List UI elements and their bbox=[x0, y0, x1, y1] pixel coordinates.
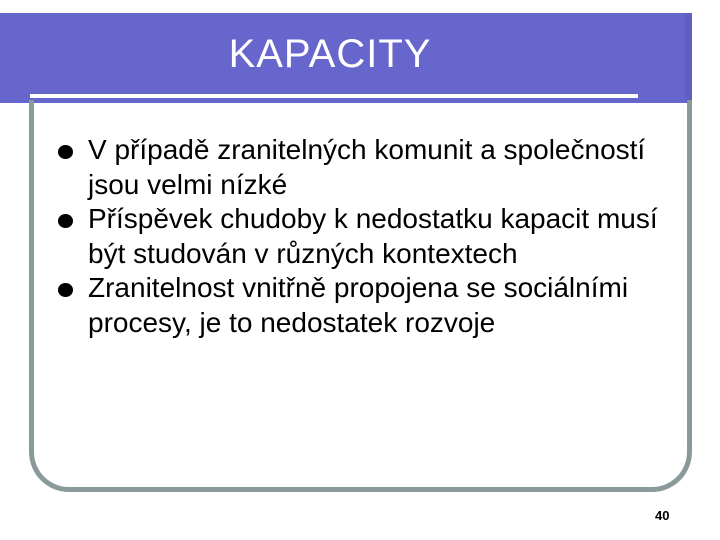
bullet-icon bbox=[58, 283, 73, 297]
bullet-item bbox=[58, 202, 668, 271]
bullet-icon bbox=[58, 145, 73, 159]
slide-title: KAPACITY bbox=[228, 32, 432, 76]
bullet-item bbox=[58, 133, 668, 202]
bullet-text: V případě zranitelných komunit a společností jsou velmi nízké bbox=[88, 134, 646, 200]
bullet-icon bbox=[58, 214, 73, 228]
bullet-text: Zranitelnost vnitřně propojena se sociálními procesy, je to nedostatek rozvoje bbox=[88, 272, 629, 338]
bullet-text: Příspěvek chudoby k nedostatku kapacit musí být studován v různých kontextech bbox=[88, 203, 658, 269]
title-bar-edge bbox=[685, 13, 692, 103]
bullet-item bbox=[58, 271, 668, 340]
bullet-list bbox=[58, 133, 668, 340]
page-number: 40 bbox=[655, 508, 670, 523]
title-underline bbox=[30, 94, 638, 98]
